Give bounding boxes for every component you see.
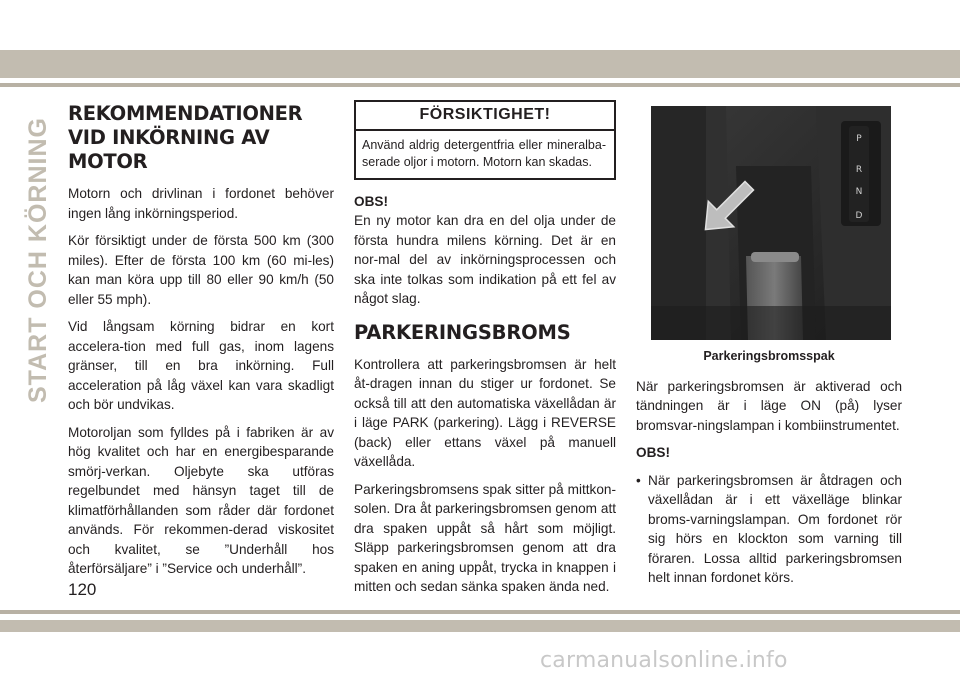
note-label: OBS! [354,193,388,209]
footer-rule [0,610,960,614]
column-middle [354,100,616,605]
caution-box [354,100,616,180]
bullet-text: När parkeringsbromsen är åtdragen och växellådan är i ett växelläge blinkar broms-varningslampan. Om fordonet rör sig hörs en klockton som varning till föraren. Lossa alltid parkeringsbromsen helt innan fordonet körs. [648,472,902,585]
bullet-icon: • [636,472,641,488]
caution-text: Använd aldrig detergentfria eller mineralba-serade oljor i motorn. Motorn kan skadas. [362,137,606,169]
gear-label-r: R [855,165,863,175]
footer-band [0,620,960,632]
header-band [0,50,960,78]
caution-title: FÖRSIKTIGHET! [356,102,614,131]
gear-label-d: D [855,211,863,221]
paragraph: Parkeringsbromsens spak sitter på mittkon-solen. Dra åt parkeringsbromsen genom att dra spaken uppåt så hårt som möjligt. Släpp parkeringsbromsen genom att dra spaken en aning uppåt, trycka in knappen i mitten och sedan sänka spaken ända ned. [354,481,616,594]
paragraph: Motoroljan som fylldes på i fabriken är av hög kvalitet och har en energibesparande smörj-verkan. Oljebyte ska utföras regelbundet med hänsyn taget till de klimatförhållanden som råder där fordonet används. För rekommen-derad viskositet och kvalitet, se ”Underhåll hos återförsäljare” i ”Service och underhåll”. [68,424,334,576]
watermark: carmanualsonline.info [540,648,788,673]
page-number: 120 [68,580,97,599]
gear-label-n: N [855,187,863,197]
paragraph: Kontrollera att parkeringsbromsen är helt åt-dragen innan du stiger ur fordonet. Se också till att den automatiska växellådan är i läge PARK (parkering). Lägg i REVERSE (back) eller ettans växel på manuell växellåda. [354,356,616,469]
paragraph: Motorn och drivlinan i fordonet behöver ingen lång inkörningsperiod. [68,186,334,221]
heading-break-in: REKOMMENDATIONER VID INKÖRNING AV MOTOR [68,102,303,173]
paragraph: Kör försiktigt under de första 500 km (300 miles). Efter de första 100 km (60 mi-les) kan man köra upp till 80 eller 90 km/h (50 eller 55 mph). [68,233,334,307]
heading-parking-brake: PARKERINGSBROMS [354,320,571,344]
column-right [636,100,902,588]
paragraph: När parkeringsbromsen är aktiverad och tändningen är i läge ON (på) lyser bromsvar-ningslampan i kombiinstrumentet. [636,378,902,433]
column-left [68,100,334,587]
photo-caption: Parkeringsbromsspak [703,349,835,363]
gear-label-p: P [856,134,862,144]
paragraph: Vid långsam körning bidrar en kort accelera-tion med full gas, inom lagens gränser, till en bra inkörning. Full acceleration på låg växel kan vara skadligt och bör undvikas. [68,319,334,412]
parking-brake-photo [651,106,891,340]
list-item [636,471,902,588]
section-side-label: START OCH KÖRNING [24,117,52,403]
header-rule [0,83,960,87]
note-text: En ny motor kan dra en del olja under de första hundra milens körning. Det är en nor-mal del av inkörningsprocessen och ska inte tolkas som indikation på ett fel av något slag. [354,213,616,306]
note-label: OBS! [636,445,670,460]
